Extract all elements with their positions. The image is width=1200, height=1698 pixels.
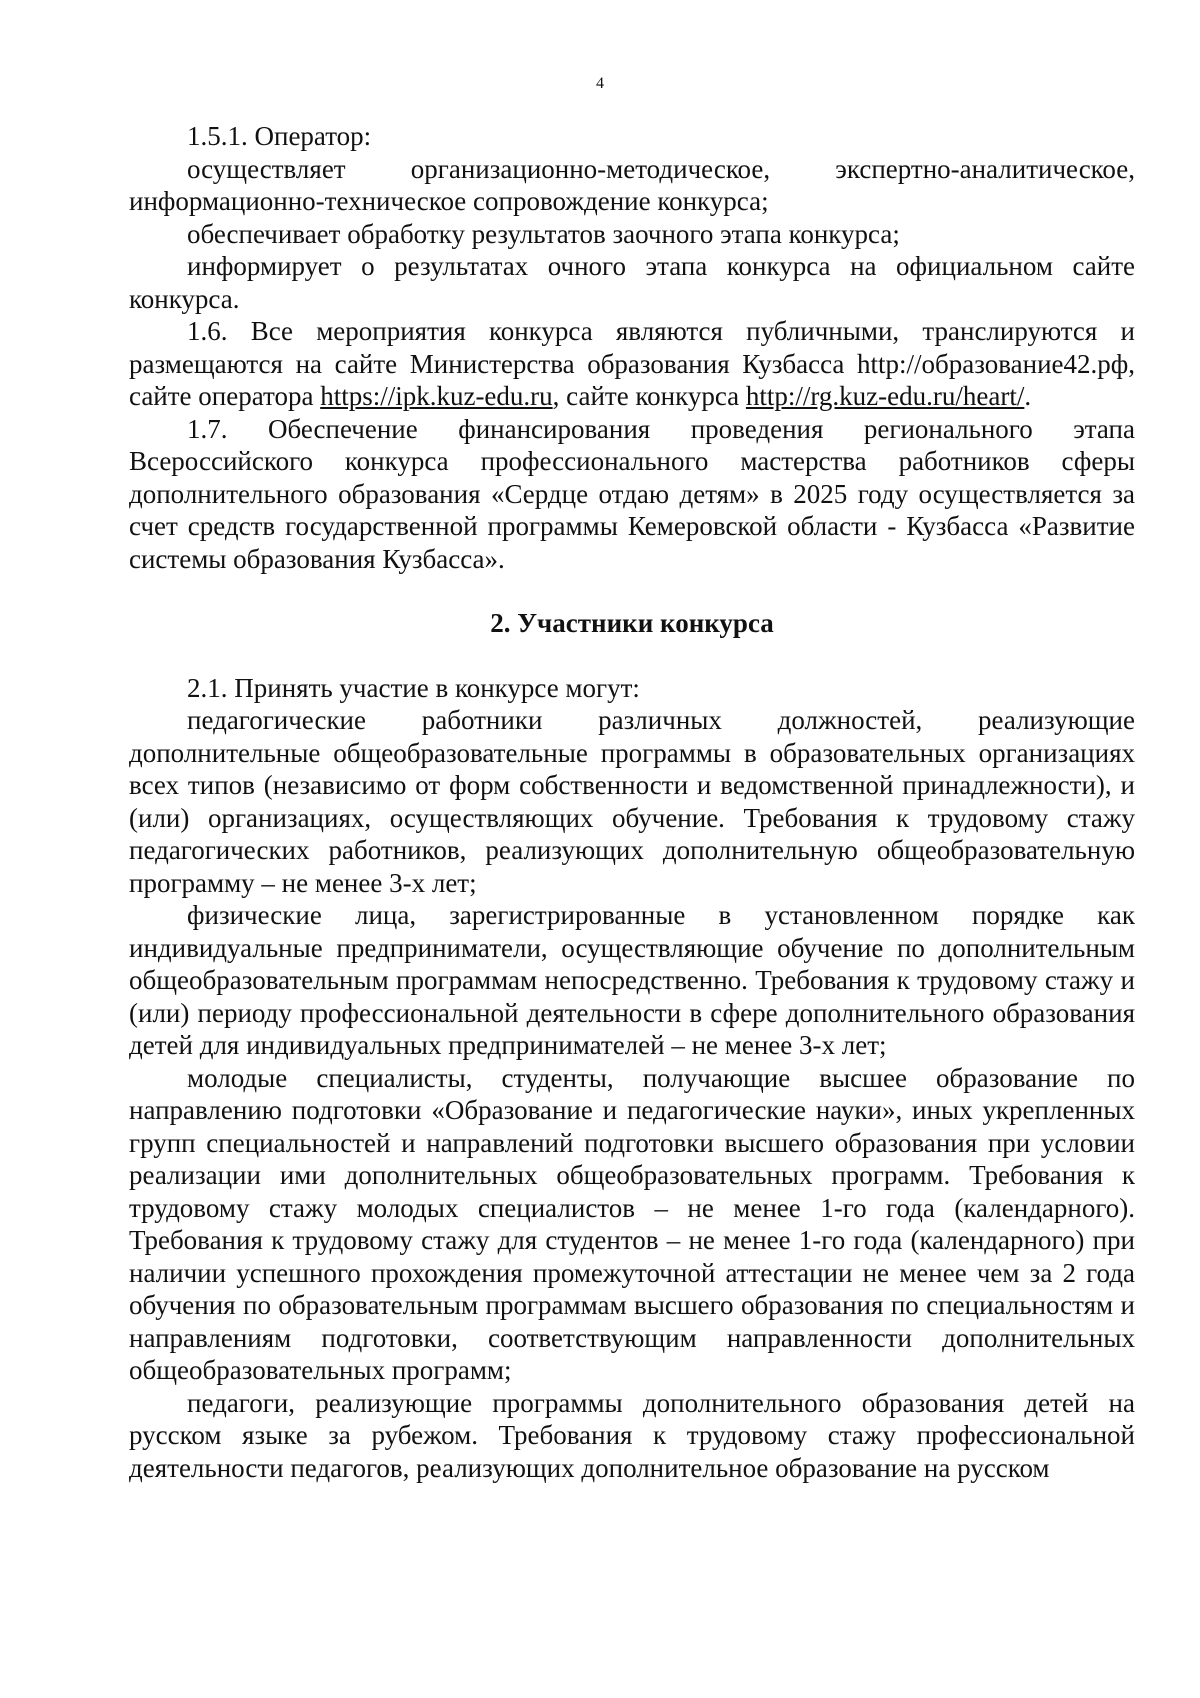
paragraph-1-6-text-before: 1.6. Все мероприятия конкурса являются публичными, транслируются и размещаются на сайте Министерства образования Кузбасса http://образование42.рф, сайте оператора: [129, 316, 1135, 411]
paragraph-1-7: 1.7. Обеспечение финансирования проведения регионального этапа Всероссийского конкурса профессионального мастерства работников сферы дополнительного образования «Сердце отдаю детям» в 2025 году осуществляется за счет средств государственной программы Кемеровской области - Кузбасса «Развитие системы образования Кузбасса».: [129, 413, 1135, 574]
paragraph-operator-processing: обеспечивает обработку результатов заочного этапа конкурса;: [187, 218, 900, 249]
paragraph-operator-informs: информирует о результатах очного этапа конкурса на официальном сайте конкурса.: [129, 251, 1135, 314]
paragraph-participants-entrepreneurs: физические лица, зарегистрированные в установленном порядке как индивидуальные предприниматели, осуществляющие обучение по дополнительным общеобразовательным программам непосредственно. Требования к трудовому стажу и (или) периоду профессиональной деятельности в сфере дополнительного образования детей для индивидуальных предпринимателей – не менее 3-х лет;: [129, 900, 1135, 1060]
paragraph-1-5-1: 1.5.1. Оператор:: [187, 121, 372, 151]
paragraph-participants-young-specialists: молодые специалисты, студенты, получающие высшее образование по направлению подготовки «Образование и педагогические науки», иных укрепленных групп специальностей и направлений подготовки высшего образования при условии реализации ими дополнительных общеобразовательных программ. Требования к трудовому стажу молодых специалистов – не менее 1-го года (календарного). Требования к трудовому стажу для студентов – не менее 1-го года (календарного) при наличии успешного прохождения промежуточной аттестации не менее чем за 2 года обучения по образовательным программам высшего образования по специальностям и направлениям подготовки, соответствующим направленности дополнительных общеобразовательных программ;: [129, 1062, 1135, 1385]
contest-site-link[interactable]: http://rg.kuz-edu.ru/heart/: [745, 381, 1025, 411]
operator-site-link[interactable]: https://ipk.kuz-edu.ru: [320, 381, 553, 411]
paragraph-participants-abroad: педагоги, реализующие программы дополнительного образования детей на русском языке за рубежом. Требования к трудовому стажу профессиональной деятельности педагогов, реализующих дополнительное образование на русском: [129, 1387, 1135, 1483]
paragraph-2-1: 2.1. Принять участие в конкурсе могут:: [187, 672, 640, 703]
paragraph-1-6-text-after: .: [1024, 381, 1032, 411]
paragraph-operator-support: осуществляет организационно-методическое, экспертно-аналитическое, информационно-техническое сопровождение конкурса;: [129, 153, 1135, 216]
paragraph-1-6-text-middle: , сайте конкурса: [552, 381, 746, 411]
section-heading-participants: 2. Участники конкурса: [490, 608, 774, 638]
document-body: [129, 120, 1135, 1484]
page-number: 4: [596, 75, 604, 92]
paragraph-participants-teachers: педагогические работники различных должностей, реализующие дополнительные общеобразовательные программы в образовательных организациях всех типов (независимо от форм собственности и ведомственной принадлежности), и (или) организациях, осуществляющих обучение. Требования к трудовому стажу педагогических работников, реализующих дополнительную общеобразовательную программу – не менее 3-х лет;: [129, 705, 1135, 898]
paragraph-1-6: [129, 315, 1135, 413]
